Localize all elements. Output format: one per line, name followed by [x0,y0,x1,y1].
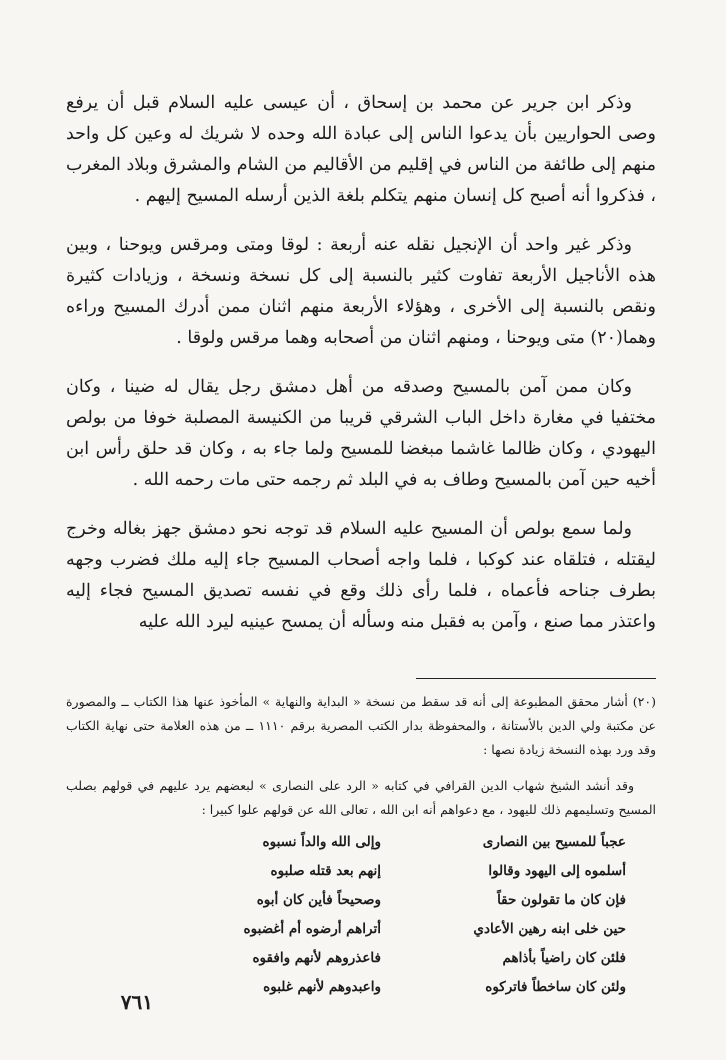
footnote: (٢٠) أشار محقق المطبوعة إلى أنه قد سقط من نسخة « البداية والنهاية » المأخوذ عنها هذا الكتاب ــ والمصورة عن مكتبة ولي الدين بالأستانة ، والمحفوظة بدار الكتب المصرية برقم ١١١٠ ــ من هذه العلامة حتى نهاية الكتاب وقد ورد بهذه النسخة زيادة نصها : [66,694,657,757]
verse-second-hemistich: فاعذروهم لأنهم وافقوه [252,950,381,966]
poem-verse [66,886,656,915]
verse-first-hemistich: ولئن كان ساخطاً فاتركوه [485,979,626,995]
verse-first-hemistich: أسلموه إلى اليهود وقالوا [488,863,626,879]
paragraph: وكان ممن آمن بالمسيح وصدقه من أهل دمشق رجل يقال له ضينا ، وكان مختفيا في مغارة داخل الباب الشرقي قريبا من الكنيسة المصلبة خوفا من بولص اليهودي ، وكان ظالما غاشما مبغضا للمسيح ولما جاء به ، وكان قد حلق رأس ابن أخيه حين آمن بالمسيح وطاف به في البلد ثم رجمه حتى مات رحمه الله . [66,377,656,490]
verse-second-hemistich: أتراهم أرضوه أم أغضبوه [243,921,381,937]
verse-first-hemistich: فإن كان ما تقولون حقاً [497,892,626,908]
poem-verse [66,973,656,1002]
paragraph: ولما سمع بولص أن المسيح عليه السلام قد توجه نحو دمشق جهز بغاله وخرج ليقتله ، فتلقاه عند كوكبا ، فلما واجه أصحاب المسيح جاء إليه ملك فضرب وجهه بطرف جناحه فأعماه ، فلما رأى ذلك وقع في نفسه تصديق المسيح فجاء إليه واعتذر مما صنع ، وآمن به فقبل منه وسأله أن يمسح عينيه ليرد الله عليه [66,519,656,632]
poem-verse [66,915,656,944]
verse-first-hemistich: حين خلى ابنه رهين الأعادي [473,921,626,937]
verse-second-hemistich: وصحيحاً فأين كان أبوه [256,892,381,908]
verse-second-hemistich: واعبدوهم لأنهم غلبوه [263,979,381,995]
poem [66,828,656,1002]
verse-second-hemistich: إنهم بعد قتله صلبوه [270,863,381,879]
verse-first-hemistich: عجباً للمسيح بين النصارى [482,834,626,850]
poem-verse [66,857,656,886]
footnote: وقد أنشد الشيخ شهاب الدين القرافي في كتابه « الرد على النصارى » لبعضهم يرد عليهم في قولهم بصلب المسيح وتسليمهم ذلك لليهود ، مع دعواهم أنه ابن الله ، تعالى الله عن قولهم علوا كبيرا : [66,778,656,817]
footnotes [66,690,656,834]
poem-verse [66,828,656,857]
paragraph: وذكر ابن جرير عن محمد بن إسحاق ، أن عيسى عليه السلام قبل أن يرفع وصى الحواريين بأن يدعوا الناس إلى عبادة الله وحده لا شريك له وعين كل واحد منهم إلى طائفة من الناس في إقليم من الأقاليم من الشام والمشرق وبلاد المغرب ، فذكروا أنه أصبح كل إنسان منهم يتكلم بلغة الذين أرسله المسيح إليهم . [66,93,656,206]
verse-second-hemistich: وإلى الله والداً نسبوه [262,834,381,850]
footnote-divider [416,678,656,679]
main-text [66,88,656,656]
poem-verse [66,944,656,973]
page-number: ٧٦١ [120,990,153,1014]
verse-first-hemistich: فلئن كان راضياً بأذاهم [502,950,626,966]
paragraph: وذكر غير واحد أن الإنجيل نقله عنه أربعة : لوقا ومتى ومرقس ويوحنا ، وبين هذه الأناجيل الأربعة تفاوت كثير بالنسبة إلى كل نسخة ونسخة ، وزيادات كثيرة ونقص بالنسبة إلى الأخرى ، وهؤلاء الأربعة منهم اثنان ممن أدرك المسيح وراءه وهما(٢٠) متى ويوحنا ، ومنهم اثنان من أصحابه وهما مرقس ولوقا . [66,235,656,348]
